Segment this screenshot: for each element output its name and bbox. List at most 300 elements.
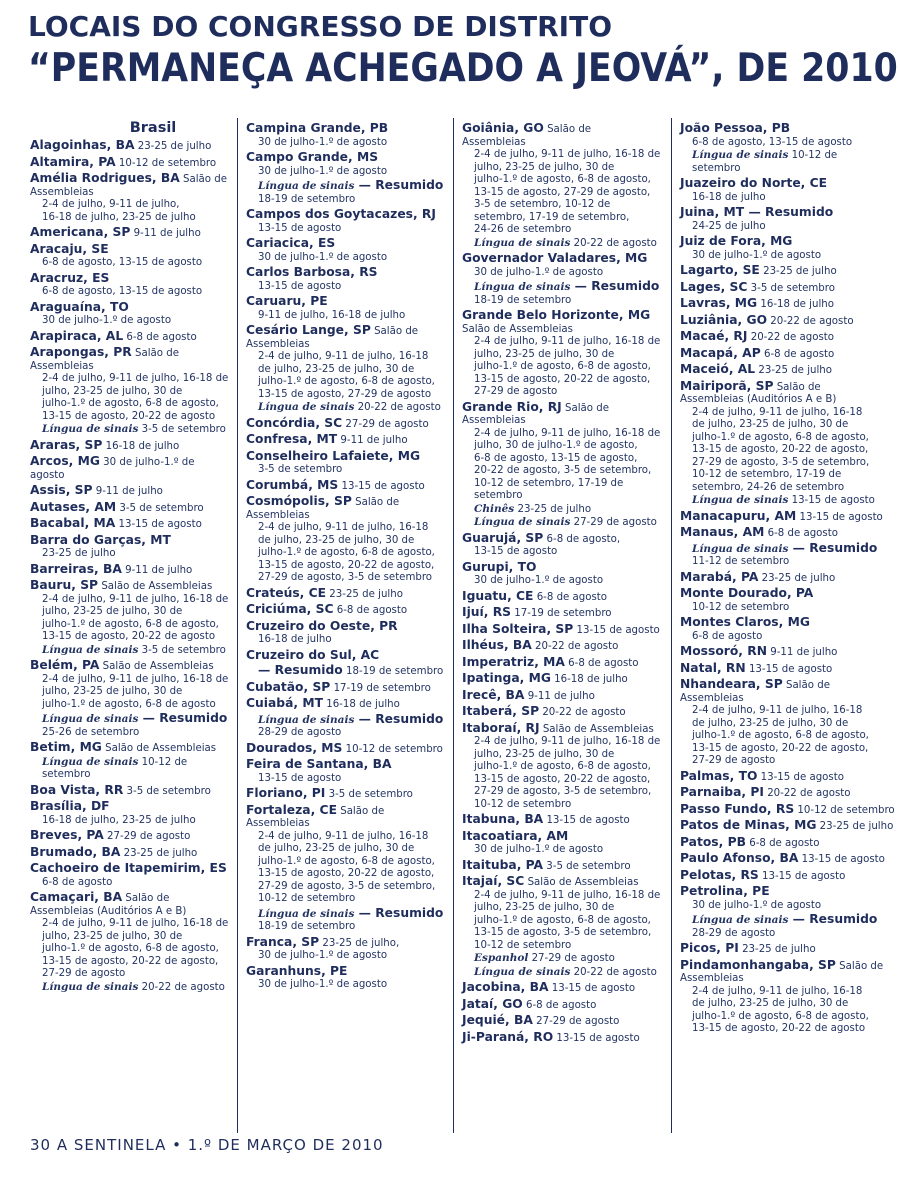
city-name: Itabuna, BA	[462, 812, 544, 826]
city-name: Garanhuns, PE	[246, 963, 348, 978]
summary-label: — Resumido	[138, 711, 228, 725]
entry-line	[246, 856, 442, 869]
entry-detail: 10-12 de setembro	[115, 157, 217, 169]
entry-detail: Salão de	[122, 893, 170, 904]
location-entry	[246, 265, 442, 293]
entry-line	[246, 401, 442, 415]
entry-line	[246, 634, 442, 647]
entry-detail: 27-29 de agosto	[474, 386, 558, 397]
entry-line	[462, 465, 658, 478]
location-entry	[680, 570, 876, 586]
city-name: Itajaí, SC	[462, 874, 525, 888]
entry-line	[680, 192, 876, 205]
entry-line	[30, 918, 229, 931]
entry-line	[30, 711, 226, 727]
location-entry	[30, 454, 226, 482]
city-name: Arapongas, PR	[30, 345, 132, 359]
location-entry	[246, 741, 442, 757]
city-name: Guarujá, SP	[462, 530, 544, 545]
entry-line	[246, 712, 442, 728]
entry-line	[30, 411, 226, 424]
entry-line-head	[462, 1013, 658, 1029]
language-label: Língua de sinais	[42, 423, 139, 435]
location-entry	[462, 655, 658, 671]
location-entry	[30, 890, 229, 994]
city-name: Itaberá, SP	[462, 704, 540, 718]
entry-line	[462, 952, 658, 966]
location-entry	[246, 207, 442, 235]
city-name: Jataí, GO	[462, 996, 523, 1011]
entry-line	[246, 773, 442, 786]
entry-detail: 13-15 de agosto, 20-22 de agosto,	[692, 742, 869, 754]
city-name: Brasília, DF	[30, 799, 110, 813]
entry-detail: 13-15 de agosto, 20-22 de agosto	[42, 410, 216, 422]
entry-line-head	[246, 207, 442, 223]
entry-detail: 10-12 de setembro	[692, 601, 790, 613]
city-name: Cosmópolis, SP	[246, 494, 352, 508]
entry-detail: 10-12 de setembro, 17-19 de	[692, 469, 842, 480]
entry-detail: 27-29 de agosto	[532, 1016, 620, 1027]
entry-line	[462, 374, 658, 387]
location-entry	[680, 957, 884, 1036]
entry-line-head	[680, 296, 876, 312]
entry-line-head	[30, 562, 226, 578]
location-entry	[246, 416, 442, 432]
language-label: Língua de sinais	[258, 907, 355, 920]
location-entry	[30, 861, 226, 889]
entry-line-head	[462, 1030, 658, 1046]
entry-detail: 23-25 de julho	[759, 266, 837, 277]
entry-detail: agosto	[30, 469, 65, 481]
location-entry	[680, 121, 876, 175]
entry-line	[30, 398, 226, 411]
entry-detail: 28-29 de agosto	[692, 927, 776, 939]
entry-line	[30, 906, 226, 919]
entry-line	[246, 522, 442, 535]
entry-line	[680, 469, 876, 482]
entry-detail: Salão de	[782, 680, 830, 691]
entry-line	[30, 386, 226, 399]
entry-detail: 10-12 de setembro	[342, 743, 443, 755]
entry-detail: Salão de	[336, 805, 385, 817]
entry-line	[462, 267, 658, 280]
entry-line	[246, 893, 442, 906]
entry-detail: 6-8 de agosto, 13-15 de agosto	[42, 286, 203, 297]
entry-detail: 9-11 de julho	[130, 228, 201, 239]
entry-detail: 30 de julho-1.º de agosto	[692, 249, 822, 261]
entry-line	[246, 364, 442, 377]
entry-line	[680, 631, 876, 644]
entry-line-head	[246, 619, 442, 635]
entry-detail: 13-15 de agosto	[745, 663, 833, 675]
entry-line-head	[462, 874, 658, 890]
entry-detail: 13-15 de agosto	[798, 854, 885, 865]
location-entry	[246, 449, 442, 477]
city-name: Floriano, PI	[246, 786, 326, 800]
entry-line-head	[462, 605, 658, 621]
entry-detail: 20-22 de agosto, 3-5 de setembro,	[474, 465, 652, 476]
entry-line	[462, 349, 658, 362]
entry-detail: 13-15 de agosto, 20-22 de agosto,	[692, 444, 869, 455]
entry-line	[30, 548, 226, 561]
entry-detail: 6-8 de agosto	[123, 331, 197, 343]
entry-line	[462, 736, 661, 749]
entry-detail: 25-26 de setembro	[42, 726, 140, 738]
entry-line-head	[462, 589, 658, 605]
entry-line-head	[462, 829, 658, 845]
city-name: Araras, SP	[30, 437, 103, 452]
entry-line-head	[30, 890, 226, 906]
entry-line	[680, 250, 876, 263]
column-divider	[453, 118, 454, 1133]
entry-line	[680, 705, 876, 718]
entry-detail: 30 de julho-1.º de	[99, 457, 195, 468]
location-entry	[30, 828, 226, 844]
city-name: Cesário Lange, SP	[246, 323, 371, 337]
entry-detail: julho-1.º de agosto, 6-8 de agosto,	[42, 398, 219, 409]
city-name: Boa Vista, RR	[30, 782, 124, 797]
entry-line-head	[246, 602, 442, 618]
entry-detail: 9-11 de julho	[337, 435, 408, 446]
city-name: Itacoatiara, AM	[462, 828, 569, 843]
city-name: Conselheiro Lafaiete, MG	[246, 448, 421, 463]
entry-detail: 2-4 de julho, 9-11 de julho, 16-18 de	[474, 149, 661, 160]
location-entry	[30, 242, 226, 270]
entry-line	[30, 686, 226, 699]
language-label: Língua de sinais	[692, 542, 789, 555]
entry-line	[246, 921, 442, 934]
entry-detail: setembro, 24-26 de setembro	[692, 481, 845, 493]
entry-line	[246, 979, 442, 992]
entry-detail: julho, 23-25 de julho, 30 de	[42, 606, 183, 617]
entry-detail: julho-1.º de agosto, 6-8 de agosto,	[692, 431, 869, 443]
entry-detail: 23-25 de julho	[42, 548, 116, 559]
entry-detail: 13-15 de agosto, 20-22 de agosto,	[474, 773, 651, 785]
entry-detail: 13-15 de agosto	[573, 624, 660, 636]
city-name: Patos de Minas, MG	[680, 818, 817, 832]
entry-detail: 13-15 de agosto	[757, 771, 844, 783]
entry-line-head	[462, 655, 658, 671]
city-name: Petrolina, PE	[680, 884, 770, 898]
entry-line	[246, 535, 442, 548]
city-name: Criciúma, SC	[246, 602, 334, 616]
entry-line	[462, 844, 658, 857]
entry-detail: Salão de Assembleias	[462, 323, 573, 335]
entry-detail: 16-18 de julho	[258, 634, 332, 645]
location-entry	[30, 225, 226, 241]
entry-line-head	[680, 769, 876, 785]
entry-line	[462, 490, 658, 503]
entry-detail: 23-25 de julho,	[319, 937, 400, 949]
entry-line	[246, 166, 442, 179]
entry-detail: setembro	[474, 490, 523, 501]
location-entry	[30, 783, 226, 799]
city-name: Lavras, MG	[680, 296, 758, 310]
entry-line	[30, 257, 226, 270]
entry-line	[462, 749, 658, 762]
city-name: Macapá, AP	[680, 345, 761, 360]
language-label: Língua de sinais	[692, 494, 789, 506]
entry-detail: 3-5 de setembro	[325, 789, 413, 800]
entry-detail: 13-15 de agosto, 20-22 de agosto	[42, 631, 216, 642]
entry-detail: Salão de Assembleias	[524, 877, 639, 888]
city-name: Ijuí, RS	[462, 605, 512, 619]
entry-line	[680, 1023, 876, 1036]
entry-line-head	[246, 680, 442, 696]
entry-line-head	[680, 835, 876, 851]
city-name: Bauru, SP	[30, 578, 99, 592]
language-label: Língua de sinais	[692, 149, 789, 161]
location-entry	[30, 799, 226, 827]
location-entry	[680, 769, 876, 785]
entry-line	[680, 556, 876, 569]
summary-label: — Resumido	[354, 905, 444, 920]
location-entry	[246, 121, 442, 149]
entry-line-head	[680, 508, 883, 525]
city-name: Juazeiro do Norte, CE	[680, 176, 828, 190]
entry-line	[680, 149, 876, 163]
entry-detail: 17-19 de setembro	[511, 608, 612, 619]
entry-line	[462, 162, 658, 175]
entry-detail: 23-25 de julho	[738, 944, 816, 955]
entry-detail: 30 de julho-1.º de agosto	[474, 266, 604, 278]
page-footer: 30 A SENTINELA • 1.º DE MARÇO DE 2010	[30, 1136, 384, 1154]
city-name: Marabá, PA	[680, 569, 759, 584]
entry-detail: Salão de	[131, 348, 179, 359]
entry-line-head	[246, 432, 442, 448]
location-entry	[462, 1030, 658, 1046]
entry-detail: 23-25 de julho	[120, 847, 198, 859]
entry-line-head	[462, 671, 658, 687]
entry-detail: 27-29 de agosto, 3-5 de setembro,	[258, 880, 436, 892]
entry-detail: 27-29 de agosto	[42, 968, 126, 979]
entry-line	[246, 950, 442, 963]
entry-line	[680, 221, 876, 234]
entry-detail: 9-11 de julho	[121, 564, 193, 576]
city-name: Campina Grande, PB	[246, 121, 389, 135]
entry-line-head	[30, 500, 226, 516]
entry-line	[680, 730, 876, 743]
entry-line	[30, 361, 226, 374]
entry-detail: 2-4 de julho, 9-11 de julho, 16-18	[258, 351, 429, 362]
entry-detail: 10-12 de setembro	[258, 893, 356, 904]
location-entry	[680, 508, 883, 525]
entry-line	[246, 843, 442, 856]
entry-detail: 30 de julho-1.º de agosto	[692, 899, 822, 911]
entry-line	[462, 927, 658, 940]
entry-detail: 23-25 de julho	[134, 141, 212, 152]
location-entry	[246, 648, 442, 679]
city-name: Autases, AM	[30, 499, 117, 514]
city-name: Luziânia, GO	[680, 312, 768, 327]
entry-detail: 9-11 de julho, 16-18 de julho	[258, 309, 406, 321]
entry-line	[462, 137, 658, 150]
entry-line	[462, 786, 658, 799]
entry-line	[462, 174, 658, 187]
city-name: Araguaína, TO	[30, 299, 129, 314]
city-name: Franca, SP	[246, 934, 320, 949]
city-name: Campos dos Goytacazes, RJ	[246, 207, 436, 221]
entry-line-head	[246, 964, 442, 980]
location-entry	[680, 176, 876, 204]
entry-line	[30, 981, 226, 995]
location-entry	[246, 602, 442, 618]
location-entry	[680, 868, 876, 884]
entry-line-head	[246, 586, 442, 602]
entry-line	[462, 940, 658, 953]
location-entry	[680, 677, 876, 768]
entry-detail: 30 de julho-1.º de agosto	[258, 136, 388, 148]
location-entry	[30, 300, 226, 328]
entry-line	[680, 444, 876, 457]
city-name: Picos, PI	[680, 941, 739, 955]
entry-detail: Salão de	[351, 497, 400, 508]
location-entry	[680, 785, 876, 801]
entry-line	[462, 149, 661, 162]
entry-detail: julho, 30 de julho-1.º de agosto,	[474, 440, 638, 451]
location-entry	[30, 516, 226, 532]
entry-line	[462, 761, 658, 774]
city-name: Manaus, AM	[680, 525, 765, 539]
language-label: Língua de sinais	[474, 965, 571, 978]
entry-line	[30, 199, 226, 212]
entry-detail: 20-22 de agosto	[763, 788, 851, 799]
entry-detail: 3-5 de setembro	[543, 860, 631, 872]
location-entry	[680, 835, 876, 851]
entry-line	[680, 407, 876, 420]
entry-detail: 13-15 de agosto, 20-22 de agosto,	[474, 373, 651, 385]
summary-label: — Resumido	[258, 663, 343, 677]
location-entry	[462, 980, 658, 996]
entry-detail: Salão de Assembleias	[99, 661, 214, 672]
entry-line-head	[462, 980, 658, 996]
location-entry	[462, 605, 658, 621]
entry-line-head	[30, 799, 226, 815]
entry-line	[246, 727, 442, 740]
entry-line	[680, 602, 876, 615]
entry-line	[680, 998, 876, 1011]
entry-line	[462, 516, 658, 530]
entry-detail: 23-25 de julho	[326, 588, 403, 600]
entry-line	[30, 606, 226, 619]
entry-detail: Assembleias	[30, 186, 94, 198]
location-entry	[462, 251, 658, 307]
entry-detail: 16-18 de julho	[757, 299, 834, 310]
entry-detail: 30 de julho-1.º de agosto	[474, 844, 604, 855]
entry-line	[246, 252, 442, 265]
entry-line-head	[246, 294, 442, 310]
entry-detail: 27-29 de agosto, 3-5 de setembro	[258, 572, 433, 583]
entry-line-head	[680, 313, 876, 329]
location-entry	[462, 874, 661, 979]
entry-detail: 16-18 de julho, 23-25 de julho	[42, 211, 196, 223]
entry-line	[246, 376, 442, 389]
entry-detail: 24-26 de setembro	[474, 224, 572, 235]
location-entry	[246, 696, 442, 740]
entry-line	[30, 727, 226, 740]
column-4	[680, 120, 895, 1036]
entry-line-head	[680, 957, 884, 974]
entry-detail: 2-4 de julho, 9-11 de julho, 16-18	[258, 522, 429, 533]
entry-detail: 27-29 de agosto	[103, 831, 191, 842]
location-entry	[680, 280, 876, 296]
entry-detail: 2-4 de julho, 9-11 de julho, 16-18 de	[42, 918, 229, 929]
location-entry	[680, 644, 876, 660]
language-label: Língua de sinais	[474, 236, 571, 249]
location-entry	[246, 294, 442, 322]
entry-detail: de julho, 23-25 de julho, 30 de	[258, 534, 415, 546]
location-entry	[30, 562, 226, 578]
city-name: Ji-Paraná, RO	[462, 1029, 554, 1044]
city-name: Crateús, CE	[246, 585, 327, 600]
entry-detail: 27-29 de agosto	[570, 517, 657, 528]
entry-detail: julho-1.º de agosto, 6-8 de agosto,	[474, 174, 651, 185]
city-name: Parnaiba, PI	[680, 785, 764, 799]
entry-detail: 13-15 de agosto	[548, 983, 636, 994]
entry-line-head	[680, 525, 876, 541]
entry-detail: julho-1.º de agosto, 6-8 de agosto,	[258, 376, 435, 387]
entry-line	[30, 593, 229, 607]
entry-line	[462, 440, 658, 453]
entry-line	[462, 295, 658, 308]
summary-label: — Resumido	[354, 178, 444, 192]
location-entry	[680, 263, 876, 279]
city-name: Campo Grande, MS	[246, 150, 379, 164]
city-name: Juiz de Fora, MG	[680, 234, 793, 248]
entry-line	[462, 224, 658, 237]
entry-detail: de julho, 23-25 de julho, 30 de	[258, 363, 415, 375]
city-name: Camaçari, BA	[30, 890, 123, 904]
location-entry	[246, 432, 442, 448]
entry-detail: 6-8 de agosto, 13-15 de agosto	[692, 136, 853, 148]
city-name: Manacapuru, AM	[680, 508, 797, 523]
location-entry	[246, 803, 442, 934]
language-label: Língua de sinais	[42, 980, 139, 993]
entry-line	[30, 631, 226, 644]
location-entry	[462, 997, 658, 1013]
entry-line	[246, 310, 442, 323]
entry-line	[246, 178, 442, 194]
entry-line-head	[680, 346, 876, 362]
city-name: Itaboraí, RJ	[462, 720, 540, 735]
entry-detail: 27-29 de agosto, 3-5 de setembro,	[692, 456, 870, 468]
summary-label: — Resumido	[788, 912, 878, 926]
entry-detail: 20-22 de agosto	[747, 332, 834, 343]
entry-line	[246, 881, 442, 894]
entry-detail: julho, 23-25 de julho, 30 de	[474, 348, 615, 360]
city-name: Passo Fundo, RS	[680, 801, 795, 816]
location-entry	[30, 658, 229, 739]
city-name: Nhandeara, SP	[680, 677, 783, 691]
entry-line	[680, 693, 876, 706]
entry-line	[30, 673, 229, 687]
city-name: Aracaju, SE	[30, 241, 109, 256]
location-entry	[680, 586, 876, 614]
entry-detail: 27-29 de agosto, 3-5 de setembro,	[474, 786, 652, 797]
city-name: Mairiporã, SP	[680, 378, 774, 393]
location-entry	[680, 661, 876, 677]
entry-detail: Salão de Assembleias	[101, 743, 217, 754]
city-name: Natal, RN	[680, 660, 746, 675]
entry-line	[462, 212, 658, 225]
entry-line-head	[680, 785, 876, 801]
entry-line	[680, 718, 876, 731]
entry-detail: Assembleias (Auditórios A e B)	[680, 394, 837, 405]
entry-line-head	[246, 449, 442, 465]
entry-line	[680, 928, 876, 941]
entry-line	[462, 199, 658, 212]
location-entry	[680, 379, 876, 508]
